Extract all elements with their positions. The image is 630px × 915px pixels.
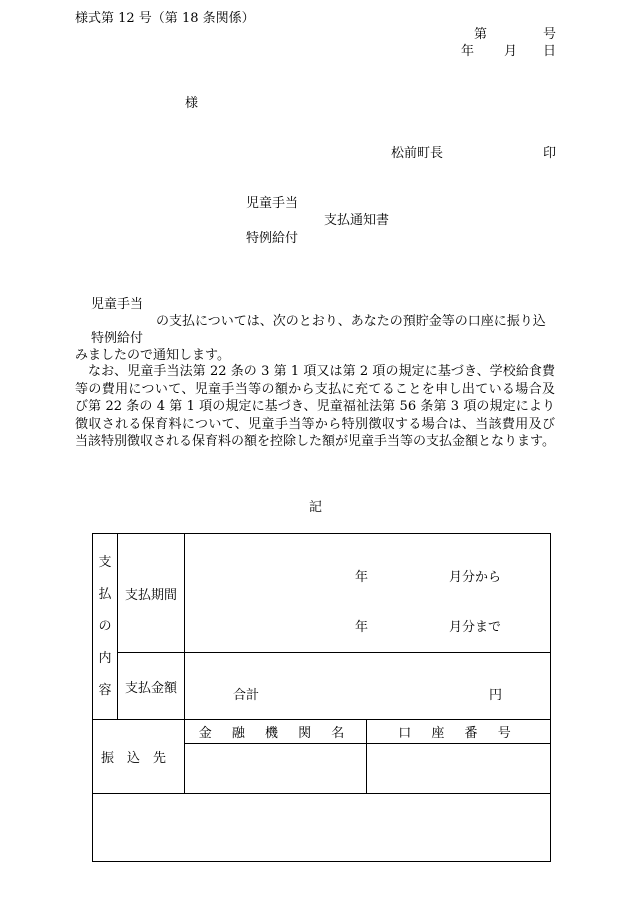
payment-details-table [92,533,551,862]
section-char: 容 [98,683,112,698]
account-number-value [367,744,551,794]
body-line1: の支払については、次のとおり、あなたの預貯金等の口座に振り込 [156,314,546,329]
addressee-sama: 様 [185,96,199,111]
title-option-tokurei: 特例給付 [246,231,299,246]
body-line2: みましたので通知します。 [75,348,230,363]
section-char: 内 [98,651,112,666]
payment-amount-label: 支払金額 [118,653,185,720]
title-option-jidouteate: 児童手当 [246,196,299,211]
payment-period-value [185,534,551,653]
notes-area [93,794,551,862]
body-option-jidouteate: 児童手当 [91,297,144,312]
section-char: 支 [98,555,112,570]
yen-label: 円 [489,688,503,703]
period-to-month: 月分まで [449,620,502,635]
title-suffix: 支払通知書 [324,213,390,228]
account-number-header: 口 座 番 号 [367,720,551,744]
bank-name-value [185,744,367,794]
section-char: 払 [98,587,112,602]
sender-title: 松前町長 [391,146,444,161]
form-number-label: 様式第 12 号（第 18 条関係） [75,11,255,26]
body-para2: なお、児童手当法第 22 条の 3 第 1 項又は第 2 項の規定に基づき、学校給食費等の費用について、児童手当等の額から支払に充てることを申し出ている場合及び第 22 条の 4 第 1 項の規定に基づき、児童福祉法第 56 条第 3 項の規定により徴収される保育料について、児童手当等から特別徴収する場合は、当該費用及び当該特別徴収される保育料の額を控除した額が児童手当等の支払金額となります。 [75,364,555,449]
date-year-label: 年 [461,44,475,59]
body-option-tokurei: 特例給付 [91,331,144,346]
section-char: の [98,619,112,634]
bank-name-header: 金 融 機 関 名 [185,720,367,744]
ki-label: 記 [309,500,323,515]
period-from-year: 年 [355,570,369,585]
transfer-destination-label: 振 込 先 [93,720,185,794]
period-from-month: 月分から [449,570,502,585]
number-go: 号 [543,27,557,42]
body-paragraph [75,363,555,451]
date-day-label: 日 [543,44,557,59]
payment-amount-value [185,653,551,720]
payment-period-label: 支払期間 [118,534,185,653]
date-month-label: 月 [504,44,518,59]
number-dai: 第 [474,27,488,42]
total-label: 合計 [233,688,260,703]
section-label-payment-content [93,534,118,720]
period-to-year: 年 [355,620,369,635]
seal-mark: 印 [543,146,557,161]
